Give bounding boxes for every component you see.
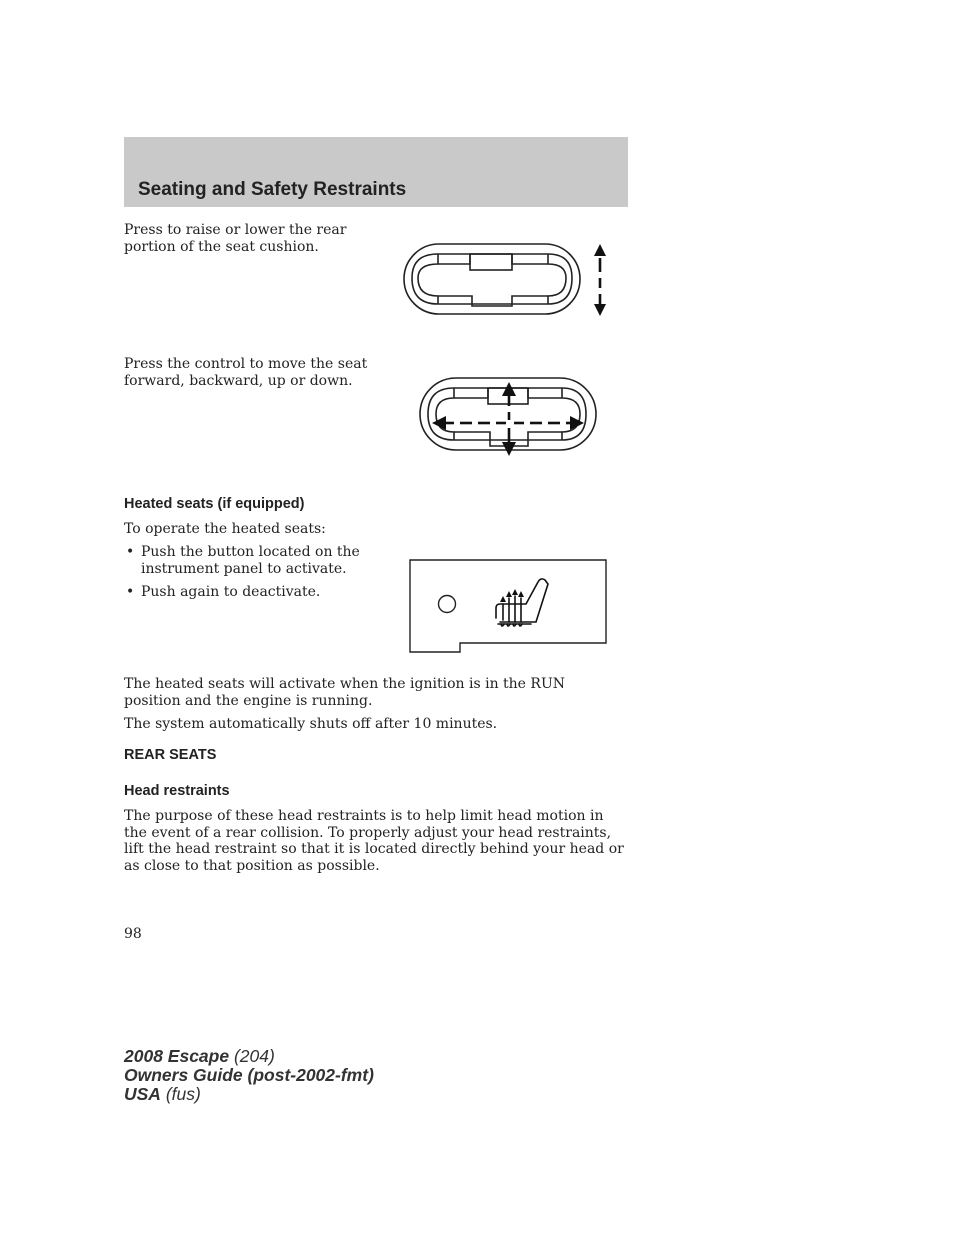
rear-seats-heading: REAR SEATS bbox=[124, 747, 217, 763]
heated-seats-activation-text: The heated seats will activate when the ignition is in the RUN position and the engine is running. bbox=[124, 676, 565, 709]
power-seat-switch-icon bbox=[418, 376, 600, 456]
head-restraints-heading: Head restraints bbox=[124, 783, 230, 799]
head-restraints-text: The purpose of these head restraints is to help limit head motion in the event of a rear collision. To properly adjust your head restraints, lift the head restraint so that it is located directly behind your head or as close to that position as possible. bbox=[124, 808, 624, 874]
list-item: • Push again to deactivate. bbox=[124, 584, 374, 601]
list-item: • Push the button located on the instrument panel to activate. bbox=[124, 544, 374, 577]
section-header bbox=[124, 137, 628, 207]
footer-line-model: 2008 Escape (204) bbox=[124, 1046, 275, 1066]
page-number: 98 bbox=[124, 926, 142, 942]
seat-move-instruction: Press the control to move the seat forward, backward, up or down. bbox=[124, 356, 368, 389]
rear-cushion-switch-icon bbox=[400, 240, 615, 320]
section-title: Seating and Safety Restraints bbox=[138, 179, 407, 200]
footer-line-market: USA (fus) bbox=[124, 1084, 201, 1104]
heated-seats-shutoff-text: The system automatically shuts off after 10 minutes. bbox=[124, 716, 498, 732]
seat-heater-symbol-icon bbox=[496, 579, 548, 626]
heated-seats-steps bbox=[124, 544, 374, 608]
heated-seat-button-icon bbox=[408, 558, 610, 656]
footer-line-guide: Owners Guide (post-2002-fmt) bbox=[124, 1065, 374, 1085]
rear-cushion-instruction: Press to raise or lower the rear portion of the seat cushion. bbox=[124, 222, 347, 255]
document-footer bbox=[124, 1047, 374, 1104]
heated-seats-intro: To operate the heated seats: bbox=[124, 521, 326, 537]
heated-seats-heading: Heated seats (if equipped) bbox=[124, 496, 305, 512]
